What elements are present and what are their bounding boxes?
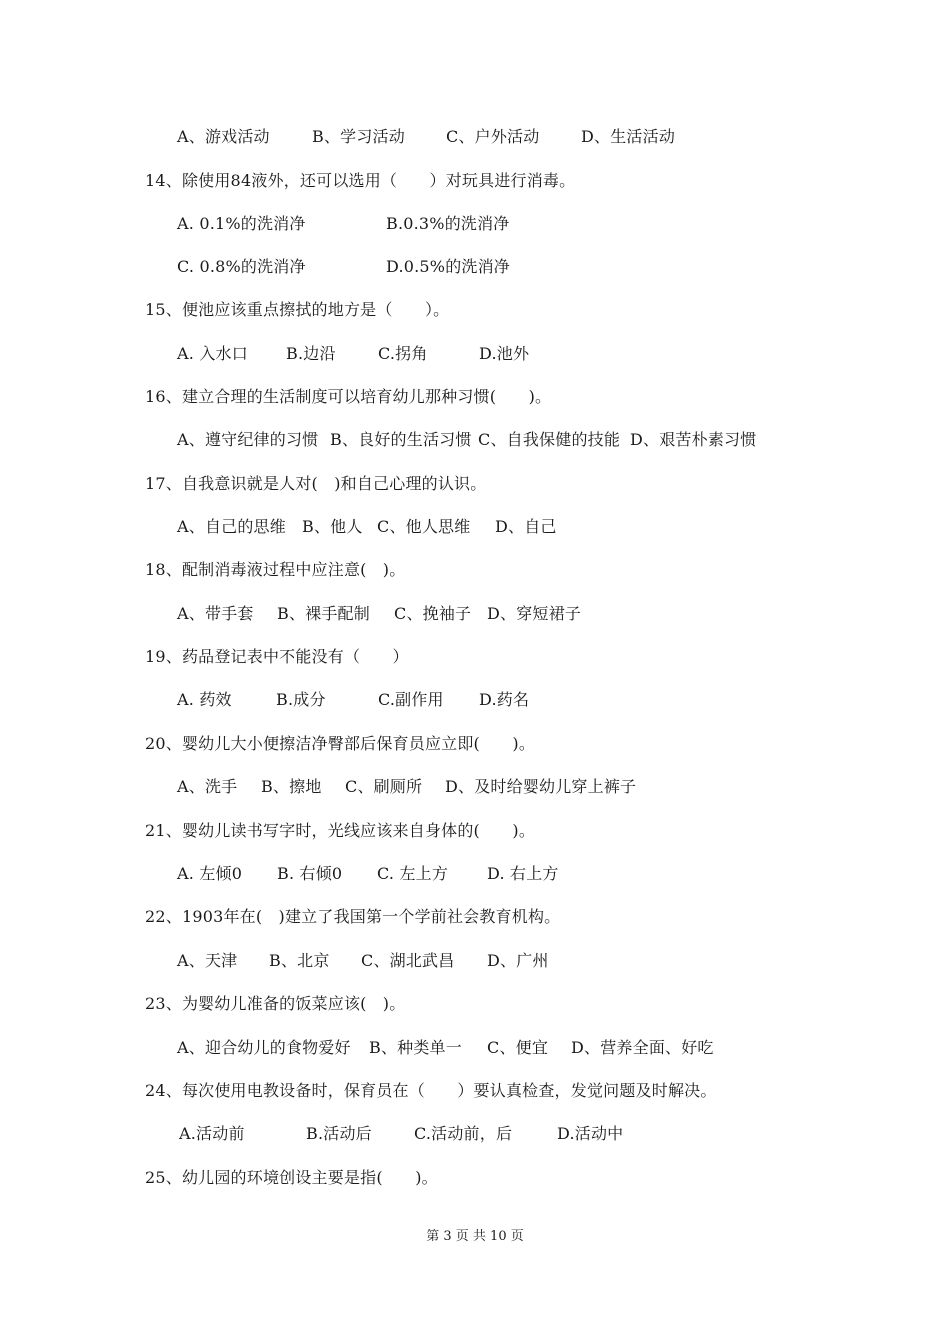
q20-question: 20、婴幼儿大小便擦洁净臀部后保育员应立即( )。: [145, 734, 536, 753]
q23-question: 23、为婴幼儿准备的饭菜应该( )。: [145, 994, 406, 1013]
q13-option-a: A、游戏活动: [177, 127, 270, 146]
q21-question: 21、婴幼儿读书写字时，光线应该来自身体的( )。: [145, 821, 536, 840]
q21-option-c: C. 左上方: [377, 864, 449, 883]
q21-options: [0, 864, 950, 884]
q20-option-b: B、擦地: [261, 777, 322, 796]
q18-options: [0, 604, 950, 624]
q16-option-a: A、遵守纪律的习惯: [177, 430, 319, 449]
q16-option-d: D、艰苦朴素习惯: [630, 430, 757, 449]
q19-option-a: A. 药效: [177, 690, 232, 709]
q18-option-c: C、挽袖子: [394, 604, 472, 623]
q23-options: [0, 1038, 950, 1058]
q18-option-a: A、带手套: [177, 604, 254, 623]
q22-options: [0, 951, 950, 971]
q21-option-b: B. 右倾0: [277, 864, 343, 883]
q13-options: [0, 127, 950, 147]
q24-option-b: B.活动后: [306, 1124, 372, 1143]
q21-option-d: D. 右上方: [487, 864, 559, 883]
q14-option-c: C. 0.8%的洗消净: [177, 257, 306, 276]
q14-option-d: D.0.5%的洗消净: [386, 257, 510, 276]
q24-option-c: C.活动前，后: [414, 1124, 513, 1143]
q14-question: 14、除使用84液外，还可以选用（ ）对玩具进行消毒。: [145, 171, 576, 190]
q17-option-d: D、自己: [495, 517, 557, 536]
q24-question: 24、每次使用电教设备时，保育员在（ ）要认真检查，发觉问题及时解决。: [145, 1081, 717, 1100]
q20-option-c: C、刷厕所: [345, 777, 423, 796]
q23-option-c: C、便宜: [487, 1038, 549, 1057]
q23-option-b: B、种类单一: [369, 1038, 462, 1057]
q17-options: [0, 517, 950, 537]
q20-option-d: D、及时给婴幼儿穿上裤子: [445, 777, 637, 796]
q13-option-c: C、户外活动: [446, 127, 540, 146]
q19-option-c: C.副作用: [378, 690, 444, 709]
q19-question: 19、药品登记表中不能没有（ ）: [145, 647, 409, 666]
q14-option-a: A. 0.1%的洗消净: [177, 214, 306, 233]
q19-option-b: B.成分: [276, 690, 326, 709]
q15-question: 15、便池应该重点擦拭的地方是（ ）。: [145, 300, 450, 319]
q24-option-a: A.活动前: [179, 1124, 245, 1143]
q22-option-a: A、天津: [177, 951, 238, 970]
q14-options-row1: [0, 214, 950, 234]
q17-option-c: C、他人思维: [377, 517, 471, 536]
q20-options: [0, 777, 950, 797]
q18-option-b: B、裸手配制: [277, 604, 370, 623]
q24-option-d: D.活动中: [557, 1124, 624, 1143]
q15-option-d: D.池外: [479, 344, 530, 363]
q15-options: [0, 344, 950, 364]
q17-option-a: A、自己的思维: [177, 517, 286, 536]
q23-option-a: A、迎合幼儿的食物爱好: [177, 1038, 351, 1057]
q15-option-b: B.边沿: [286, 344, 336, 363]
q22-question: 22、1903年在( )建立了我国第一个学前社会教育机构。: [145, 907, 561, 926]
q22-option-c: C、湖北武昌: [361, 951, 455, 970]
q15-option-c: C.拐角: [378, 344, 428, 363]
q19-options: [0, 690, 950, 710]
q19-option-d: D.药名: [479, 690, 530, 709]
q17-option-b: B、他人: [302, 517, 363, 536]
q23-option-d: D、营养全面、好吃: [571, 1038, 714, 1057]
q16-option-c: C、自我保健的技能: [478, 430, 621, 449]
q13-option-d: D、生活活动: [581, 127, 676, 146]
q21-option-a: A. 左倾0: [177, 864, 243, 883]
q14-option-b: B.0.3%的洗消净: [386, 214, 510, 233]
q16-question: 16、建立合理的生活制度可以培育幼儿那种习惯( )。: [145, 387, 552, 406]
q13-option-b: B、学习活动: [312, 127, 405, 146]
q18-option-d: D、穿短裙子: [487, 604, 582, 623]
q20-option-a: A、洗手: [177, 777, 238, 796]
q18-question: 18、配制消毒液过程中应注意( )。: [145, 560, 406, 579]
q16-options: [0, 430, 950, 450]
q24-options: [0, 1124, 950, 1144]
page-number-footer: 第 3 页 共 10 页: [426, 1229, 524, 1244]
q14-options-row2: [0, 257, 950, 277]
q17-question: 17、自我意识就是人对( )和自己心理的认识。: [145, 474, 487, 493]
q22-option-d: D、广州: [487, 951, 549, 970]
q25-question: 25、幼儿园的环境创设主要是指( )。: [145, 1168, 438, 1187]
q22-option-b: B、北京: [269, 951, 330, 970]
q15-option-a: A. 入水口: [177, 344, 248, 363]
q16-option-b: B、良好的生活习惯: [330, 430, 472, 449]
